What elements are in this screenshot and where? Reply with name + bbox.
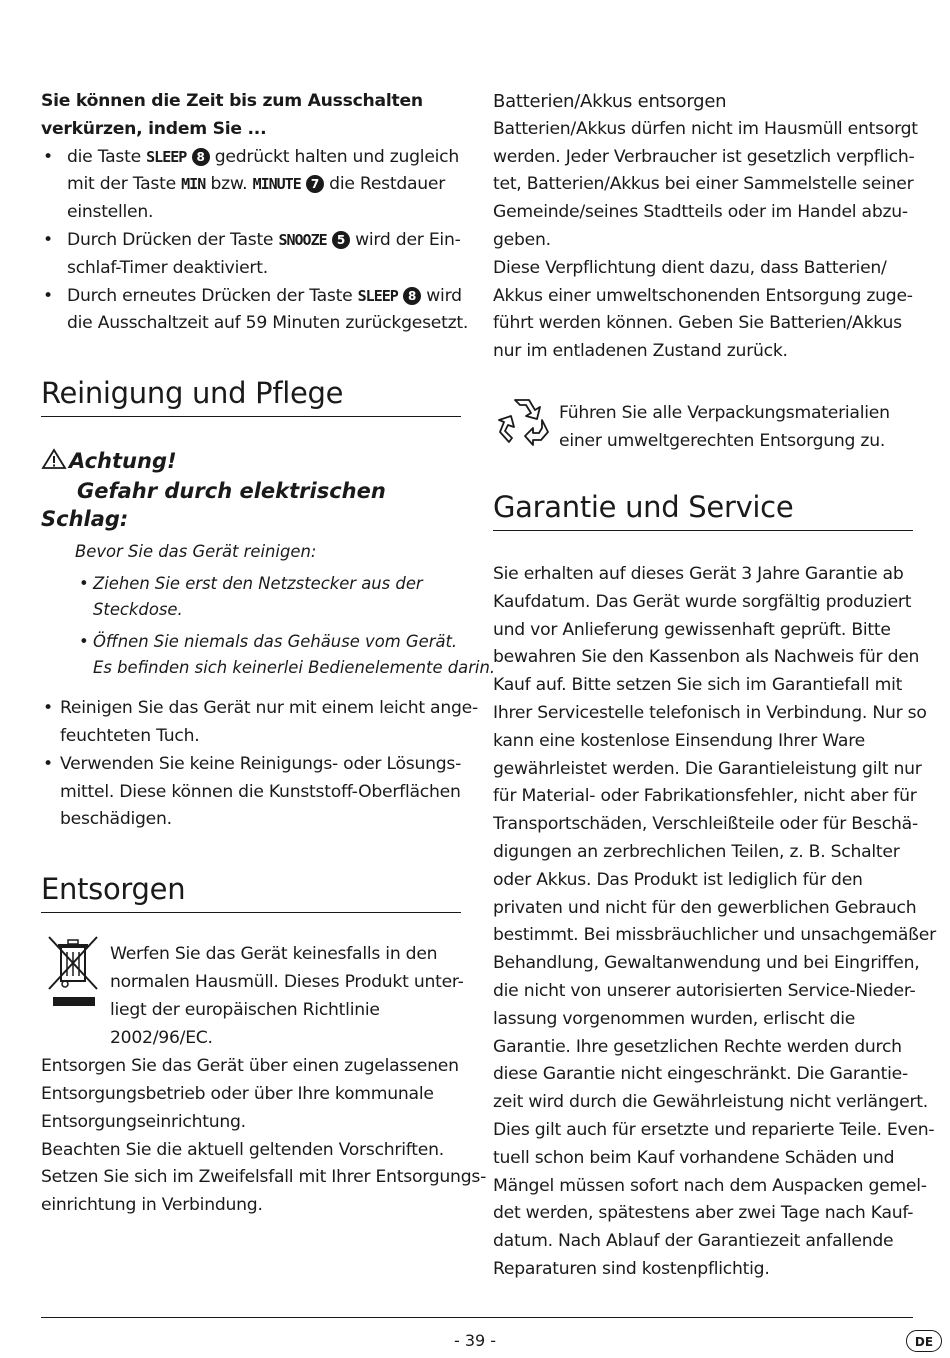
recycle-icon xyxy=(495,394,551,452)
right-column xyxy=(493,88,936,1284)
warning-title: Achtung! Gefahr durch elektrischen Schlag: xyxy=(41,449,386,532)
timer-intro: Sie können die Zeit bis zum Ausschalten verkürzen, indem Sie ... xyxy=(41,91,423,139)
recycle-block: Führen Sie alle Verpackungsmaterialien einer umweltgerechten Entsorgung zu. xyxy=(493,394,913,454)
disposal-heading: Entsorgen xyxy=(41,872,461,913)
page-number: - 39 - xyxy=(453,1331,497,1350)
disposal-body: Entsorgen Sie das Gerät über einen zugelassenen Entsorgungsbetrieb oder über Ihre kommunale Entsorgungseinrichtung. Beachten Sie die aktuell geltenden Vorschriften. Setzen Sie sich im Zweifelsfall mit Ihrer Entsorgungs- einrichtung in Verbindung. xyxy=(41,1056,487,1216)
warranty-body: Sie erhalten auf dieses Gerät 3 Jahre Garantie ab Kaufdatum. Das Gerät wurde sorgfältig produziert und vor Anlieferung gewissenhaft geprüft. Bitte bewahren Sie den Kassenbon als Nachweis für den Kauf auf. Bitte setzen Sie sich im Garantiefall mit Ihrer Servicestelle telefonisch in Verbindung. Nur so kann eine kostenlose Einsendung Ihrer Ware gewährleistet werden. Die Garantieleistung gilt nur für Material- oder Fabrikationsfehler, nicht aber für Transportschäden, Verschleißteile oder für Beschä- digungen an zerbrechlichen Teilen, z. B. Schalter oder Akkus. Das Produkt ist lediglich für den privaten und nicht für den gewerblichen Gebrauch bestimmt. Bei missbräuchlicher und unsachgemäßer Behandlung, Gewaltanwendung und bei Eingriffen, die nicht von unserer autorisierten Service-Nieder- lassung vorgenommen wurden, erlischt die Garantie. Ihre gesetzlichen Rechte werden durch diese Garantie nicht eingeschränkt. Die Garantie- zeit wird durch die Gewährleistung nicht verlängert. Dies gilt auch für ersetzte und reparierte Teile. Even- tuell schon beim Kauf vorhandene Schäden und Mängel müssen sofort nach dem Auspacken gemel- det werden, spätestens aber zwei Tage nach Kauf- datum. Nach Ablauf der Garantiezeit anfallende Reparaturen sind kostenpflichtig. xyxy=(493,563,936,1279)
warning-intro: Bevor Sie das Gerät reinigen: xyxy=(75,542,317,562)
list-item: • die Taste SLEEP 8 gedrückt halten und zugleich mit der Taste MIN bzw. MINUTE 7 die Restdauer einstellen. xyxy=(43,146,460,223)
list-item: • Verwenden Sie keine Reinigungs- oder Lösungs- mittel. Diese können die Kunststoff-Oberflächen beschädigen. xyxy=(43,753,462,830)
cleaning-heading: Reinigung und Pflege xyxy=(41,376,461,417)
list-item: • Durch erneutes Drücken der Taste SLEEP 8 wird die Ausschaltzeit auf 59 Minuten zurückgesetzt. xyxy=(43,285,469,334)
crossed-out-bin-icon xyxy=(47,935,101,1015)
footer-divider xyxy=(41,1317,913,1318)
list-item: • Durch Drücken der Taste SNOOZE 5 wird der Ein- schlaf-Timer deaktiviert. xyxy=(43,229,461,278)
timer-bullet-list xyxy=(41,144,469,339)
warning-triangle-icon xyxy=(41,448,69,477)
warning-item: • Öffnen Sie niemals das Gehäuse vom Gerät. Es befinden sich keinerlei Bedienelemente darin. xyxy=(79,632,496,678)
warning-item: • Ziehen Sie erst den Netzstecker aus der Steckdose. xyxy=(79,574,423,620)
weee-block: Werfen Sie das Gerät keinesfalls in den normalen Hausmüll. Dieses Produkt unter- liegt der europäischen Richtlinie 2002/96/EC. xyxy=(41,935,461,1047)
battery-heading: Batterien/Akkus entsorgen xyxy=(493,91,727,112)
warning-box xyxy=(41,447,496,681)
cleaning-list xyxy=(41,695,478,834)
list-item: • Reinigen Sie das Gerät nur mit einem leicht ange- feuchteten Tuch. xyxy=(43,698,478,746)
warranty-heading: Garantie und Service xyxy=(493,490,913,531)
left-column xyxy=(41,88,496,1220)
battery-section: Batterien/Akkus entsorgen Batterien/Akkus dürfen nicht im Hausmüll entsorgt werden. Jeder Verbraucher ist gesetzlich verpflich- tet, Batterien/Akkus bei einer Sammelstelle seiner Gemeinde/seines Stadtteils oder im Handel abzu- geben. Diese Verpflichtung dient dazu, dass Batterien/ Akkus einer umweltschonenden Entsorgung zuge- führt werden können. Geben Sie Batterien/Akkus nur im entladenen Zustand zurück. xyxy=(493,88,913,366)
language-badge: DE xyxy=(906,1330,942,1352)
